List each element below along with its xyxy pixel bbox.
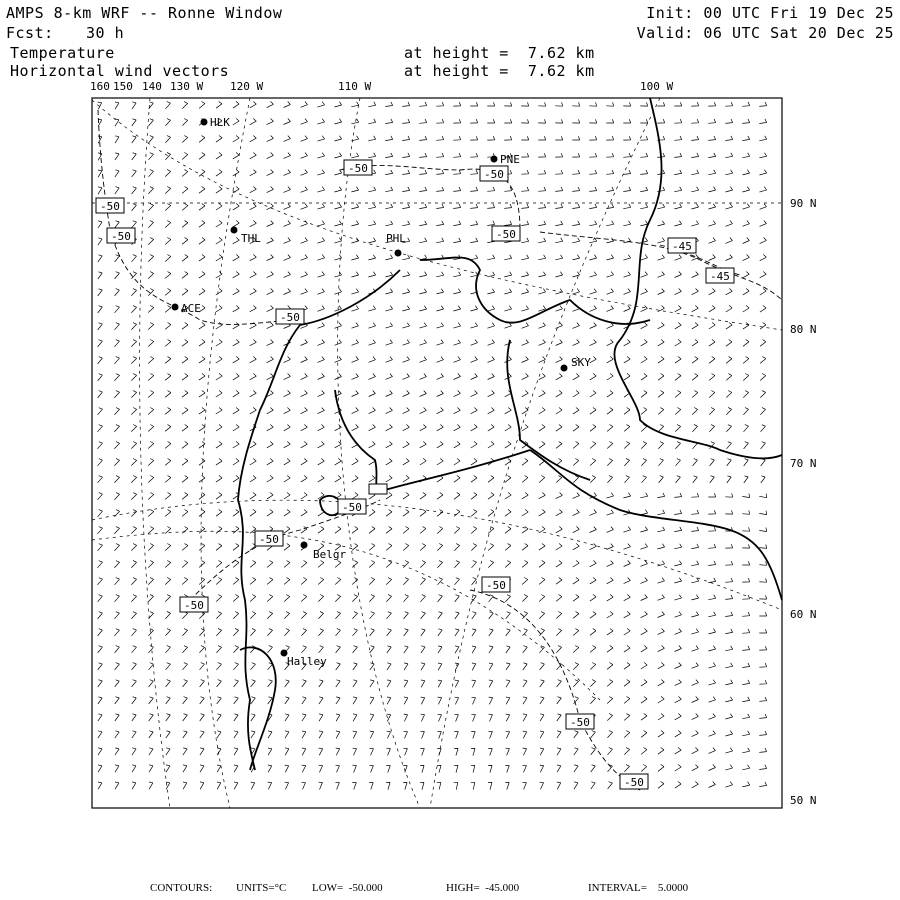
lat-label-50n: 50 N xyxy=(790,794,817,807)
lat-label-80n: 80 N xyxy=(790,323,817,336)
lon-label-150: 150 xyxy=(113,80,133,93)
footer-high: HIGH= -45.000 xyxy=(446,882,520,894)
contour-label xyxy=(668,238,696,253)
coastline-antarctic-north xyxy=(614,98,782,458)
valid-time: Valid: 06 UTC Sat 20 Dec 25 xyxy=(636,24,894,42)
longitude-labels xyxy=(90,80,673,93)
forecast-hours: 30 h xyxy=(86,24,125,42)
station-marker-ace xyxy=(172,304,179,311)
svg-text:-50: -50 xyxy=(570,716,590,729)
svg-text:-50: -50 xyxy=(100,200,120,213)
contour-label xyxy=(492,226,520,241)
longitude-gridlines xyxy=(140,98,660,808)
lat-label-90n: 90 N xyxy=(790,197,817,210)
lon-label-130w: 130 W xyxy=(170,80,204,93)
svg-text:-50: -50 xyxy=(280,311,300,324)
svg-text:-45: -45 xyxy=(672,240,692,253)
lon-label-120w: 120 W xyxy=(230,80,264,93)
lat-label-60n: 60 N xyxy=(790,608,817,621)
contour-label xyxy=(482,577,510,592)
forecast-label: Fcst: xyxy=(6,24,54,42)
map-title: AMPS 8-km WRF -- Ronne Window xyxy=(6,4,283,22)
lon-label-160: 160 xyxy=(90,80,110,93)
init-time: Init: 00 UTC Fri 19 Dec 25 xyxy=(646,4,894,22)
station-label-hlk: HLK xyxy=(210,116,230,129)
wind-barbs xyxy=(98,101,767,789)
coastline-ronne xyxy=(335,390,530,490)
svg-text:-50: -50 xyxy=(624,776,644,789)
gridline-120w xyxy=(201,98,250,808)
field-wind-vectors: Horizontal wind vectors xyxy=(10,62,230,80)
wind-barb-field xyxy=(98,101,767,789)
height-temperature: at height = 7.62 km xyxy=(404,44,595,62)
svg-text:-50: -50 xyxy=(486,579,506,592)
svg-text:-45: -45 xyxy=(710,270,730,283)
lon-label-100w: 100 W xyxy=(640,80,674,93)
station-label-halley: Halley xyxy=(287,655,327,668)
gridline-80n xyxy=(92,100,782,330)
contour-label xyxy=(620,774,648,789)
contour-label xyxy=(107,228,135,243)
gridline-70n xyxy=(92,500,782,610)
temperature-contours xyxy=(98,110,782,790)
latitude-labels xyxy=(790,197,817,807)
contour-label xyxy=(0,0,387,494)
contour-minus50-e xyxy=(470,590,640,790)
gridline-100w xyxy=(430,98,660,808)
map-frame xyxy=(92,98,782,808)
contour-label xyxy=(706,268,734,283)
station-label-thl: THL xyxy=(241,232,261,245)
coastline-east xyxy=(530,450,782,600)
footer-low: LOW= -50.000 xyxy=(312,882,383,894)
station-label-sky: SKY xyxy=(571,356,591,369)
contour-label xyxy=(480,166,508,181)
footer-interval: INTERVAL= 5.0000 xyxy=(588,882,689,894)
contour-label xyxy=(180,597,208,612)
contour-label xyxy=(255,531,283,546)
lon-label-140: 140 xyxy=(142,80,162,93)
station-marker-sky xyxy=(561,365,568,372)
contour-label xyxy=(338,499,366,514)
footer-contours: CONTOURS: xyxy=(150,882,213,894)
station-marker-pne xyxy=(491,156,498,163)
station-marker-belgr xyxy=(301,542,308,549)
height-wind: at height = 7.62 km xyxy=(404,62,595,80)
contour-label xyxy=(344,160,372,175)
svg-text:-50: -50 xyxy=(184,599,204,612)
field-temperature: Temperature xyxy=(10,44,115,62)
station-label-pne: PNE xyxy=(500,153,520,166)
contour-label xyxy=(566,714,594,729)
contour-label xyxy=(96,198,124,213)
footer-units: UNITS=°C xyxy=(236,882,287,894)
svg-text:-50: -50 xyxy=(484,168,504,181)
station-label-phl: PHL xyxy=(386,232,406,245)
svg-text:-50: -50 xyxy=(259,533,279,546)
svg-text:-50: -50 xyxy=(348,162,368,175)
station-marker-thl xyxy=(231,227,238,234)
station-label-ace: ACE xyxy=(181,302,201,315)
station-marker-phl xyxy=(395,250,402,257)
gridline-110w xyxy=(338,98,420,808)
svg-text:-50: -50 xyxy=(496,228,516,241)
contour-label xyxy=(276,309,304,324)
station-markers xyxy=(172,119,568,657)
gridline-130w xyxy=(140,98,170,808)
svg-text:-50: -50 xyxy=(342,501,362,514)
coastline-peninsula xyxy=(420,258,650,324)
station-label-belgr: Belgr xyxy=(313,548,347,561)
lon-label-110w: 110 W xyxy=(338,80,372,93)
lat-label-70n: 70 N xyxy=(790,457,817,470)
station-marker-hlk xyxy=(201,119,208,126)
svg-text:-50: -50 xyxy=(111,230,131,243)
